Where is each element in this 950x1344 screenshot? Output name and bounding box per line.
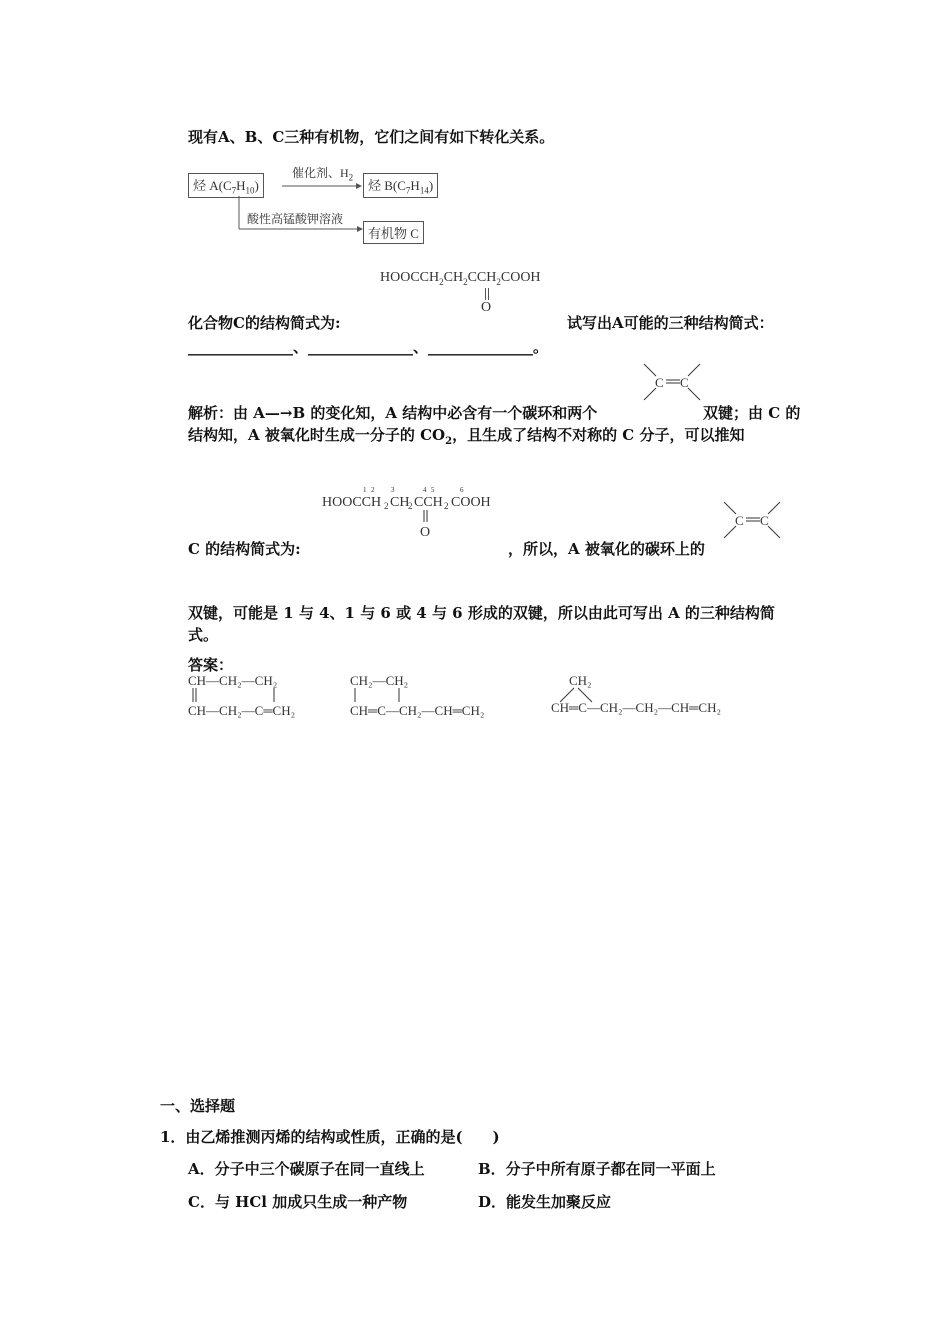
box-organic-c: 有机物 C	[363, 221, 424, 244]
svg-text:2: 2	[371, 486, 375, 494]
svg-text:O: O	[420, 525, 431, 540]
answer-2-top: CH₂—CH₂	[350, 673, 409, 688]
analysis-line-3: C 的结构简式为:	[188, 540, 301, 558]
svg-text:HOOCCH: HOOCCH	[322, 495, 382, 510]
answer-1-bonds	[190, 688, 280, 704]
svg-text:C: C	[655, 375, 664, 390]
svg-text:4: 4	[423, 486, 427, 494]
svg-text:COOH: COOH	[451, 495, 491, 510]
analysis-line-3-end: ，所以，A 被氧化的碳环上的	[508, 540, 705, 558]
svg-text:2: 2	[384, 501, 389, 511]
svg-text:C: C	[760, 513, 769, 528]
arrow-bottom-label: 酸性高锰酸钾溶液	[247, 212, 344, 226]
svg-text:1: 1	[363, 486, 367, 494]
box-hydrocarbon-b: 烃 $B(C_7H_{14})$	[363, 173, 438, 198]
question-1-option-b[interactable]: B．分子中所有原子都在同一平面上	[478, 1160, 716, 1178]
alkene-double-bond-icon	[642, 362, 702, 404]
arrow-a-to-c	[237, 196, 363, 236]
question-a-structures: 试写出A可能的三种结构简式：	[567, 314, 774, 332]
answer-blanks: ______________、______________、______________。	[188, 338, 549, 356]
svg-text:C: C	[735, 513, 744, 528]
arrow-top-label: 催化剂、$H_2$	[292, 166, 354, 183]
box-hydrocarbon-a: 烃 $A(C_7H_{10})$	[188, 173, 264, 198]
answer-2-bonds	[352, 688, 412, 704]
answer-2-bottom: CH═C—CH₂—CH═CH₂	[350, 703, 485, 718]
question-1-option-a[interactable]: A．分子中三个碳原子在同一直线上	[188, 1160, 425, 1178]
svg-text:5: 5	[431, 486, 435, 494]
analysis-line-4: 双键，可能是 1 与 4、1 与 6 或 4 与 6 形成的双键，所以由此可写出 A 的三种结构简	[188, 604, 775, 622]
numbered-formula-c	[320, 484, 520, 544]
carbonyl-bond	[485, 288, 486, 300]
svg-text:3: 3	[391, 486, 395, 494]
svg-text:C: C	[680, 375, 689, 390]
analysis-line-1: 解析：由 A—→B 的变化知，A 结构中必含有一个碳环和两个	[188, 404, 598, 422]
svg-text:2: 2	[444, 501, 449, 511]
svg-text:6: 6	[460, 486, 464, 494]
intro-text: 现有A、B、C三种有机物，它们之间有如下转化关系。	[188, 128, 555, 146]
compound-c-label: 化合物C的结构简式为:	[188, 314, 341, 332]
question-1-option-d[interactable]: D．能发生加聚反应	[478, 1193, 612, 1211]
alkene-double-bond-icon-2	[722, 500, 782, 542]
arrow-a-to-b	[282, 183, 362, 191]
question-1-option-c[interactable]: C．与 HCl 加成只生成一种产物	[188, 1193, 408, 1211]
svg-text:CCH: CCH	[414, 495, 443, 510]
answer-1-top: CH—CH₂—CH₂	[188, 673, 278, 688]
answer-1-bottom: CH—CH₂—C═CH₂	[188, 703, 296, 718]
analysis-line-1-end: 双键；由 C 的	[703, 404, 801, 422]
answer-3-bottom: CH═C—CH₂—CH₂—CH═CH₂	[551, 700, 721, 715]
analysis-line-5: 式。	[188, 626, 219, 644]
question-1-stem: 1．由乙烯推测丙烯的结构或性质，正确的是( )	[160, 1128, 500, 1146]
carbonyl-bond-2	[488, 288, 489, 300]
analysis-line-2: 结构知，A 被氧化时生成一分子的 $CO_2$，且生成了结构不对称的 C 分子，可以推知	[188, 426, 745, 447]
section-title: 一、选择题	[160, 1097, 236, 1115]
compound-c-formula: $HOOCCH_2CH_2CCH_2COOH$	[380, 270, 541, 287]
svg-text:2: 2	[408, 501, 413, 511]
answer-3-top: CH₂	[569, 673, 592, 688]
svg-text:CH: CH	[390, 495, 410, 510]
carbonyl-oxygen: O	[481, 300, 492, 315]
answer-label: 答案：	[188, 656, 234, 674]
